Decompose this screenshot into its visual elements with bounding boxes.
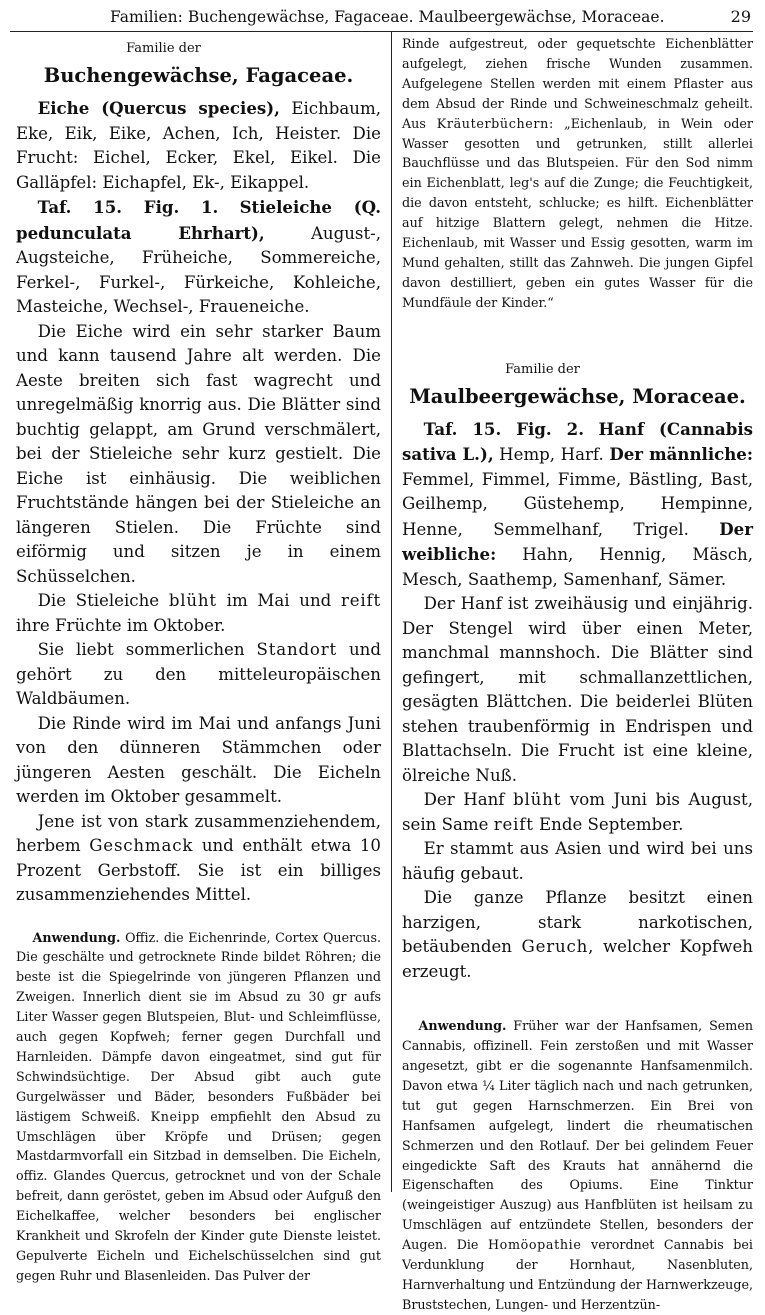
text-run: und gehört zu den mitteleuropäischen Waldbäumen. bbox=[16, 640, 381, 708]
spaced-term: blüht bbox=[513, 790, 562, 810]
family-title-fagaceae: Buchengewächse, Fagaceae. bbox=[43, 64, 354, 87]
female-label: Der weibliche: bbox=[402, 518, 753, 565]
species-name: Hanf (Cannabis sativa L.), bbox=[402, 418, 753, 465]
spacer bbox=[402, 984, 753, 1016]
spacer bbox=[402, 313, 753, 361]
paragraph-description: Die Eiche wird ein sehr starker Baum und kann tausend Jahre alt werden. Die Aeste breiten sich fast wagrecht und unregelmäßig knorrig aus. Die Blätter sind buchtig gelappt, am Grund verschmälert, bei der Stieleiche sehr kurz gestielt. Die Eiche ist einhäusig. Die weiblichen Fruchtstände hängen bei der Stieleiche an längeren Stielen. Die Früchte sind eiförmig und sitzen je in einem Schüsselchen. bbox=[16, 321, 381, 586]
paragraph-continuation bbox=[402, 34, 753, 313]
text-run: vom Juni bis August, sein Same bbox=[402, 790, 753, 834]
text-run: , welcher Kopfweh erzeugt. bbox=[402, 937, 753, 981]
entry-hanf bbox=[402, 417, 753, 593]
text-run: Offiz. die Eichenrinde, Cortex Quercus. Die geschälte und getrocknete Rinde bildet Röhren; die beste ist die Spiegelrinde von jüngeren Pflanzen und Zweigen. Innerlich dient sie im Absud zu 30 gr aufs Liter Wasser gegen Blutspeien, Blut- und Schleimflüsse, auch gegen Kopfweh; ferner gegen Durchfall und Harnleiden. Dämpfe davon eingeatmet, sind gut für Schwindsüchtige. Der Absud gibt auch gute Gurgelwässer und Bäder, besonders Fußbäder bei lästigem Schweiß. bbox=[16, 929, 381, 1124]
plate-ref: Taf. 15. Fig. 2. bbox=[423, 418, 584, 439]
paragraph-taste bbox=[16, 810, 381, 908]
spaced-term: Kneipp bbox=[150, 1108, 200, 1124]
species-name: Stieleiche (Q. pedunculata Ehrhart), bbox=[16, 197, 381, 243]
family-title-moraceae: Maulbeergewächse, Moraceae. bbox=[409, 384, 746, 408]
page-number: 29 bbox=[730, 7, 751, 26]
paragraph-smell bbox=[402, 886, 753, 984]
text-run: Der Hanf bbox=[423, 790, 505, 810]
paragraph-harvest: Die Rinde wird im Mai und anfangs Juni von den dünneren Stämmchen oder jüngeren Aesten geschält. Die Eicheln werden im Oktober gesammelt. bbox=[16, 713, 381, 806]
spacer bbox=[16, 908, 381, 928]
text-run: Hemp, Harf. bbox=[499, 445, 604, 465]
paragraph-flowering bbox=[16, 589, 381, 638]
family-label-fagaceae: Familie der bbox=[126, 41, 201, 56]
text-run: Die ganze Pflanze besitzt einen harzigen, stark narkotischen, betäubenden bbox=[402, 888, 753, 957]
paragraph-application bbox=[402, 1016, 753, 1315]
header-title: Familien: Buchengewächse, Fagaceae. Maulbeergewächse, Moraceae. bbox=[110, 8, 665, 26]
use-label: Anwendung. bbox=[32, 929, 121, 945]
text-run: : „Eichenlaub, in Wein oder Wasser gesotten und getrunken, stillt allerlei Bauchflüsse und das Blutspeien. Für den Sod nimm ein Eichenblatt, leg's auf die Zunge; die Feuchtigkeit, die davon entsteht, schlucke; es hilft. Eichenblätter auf hitzige Blattern gelegt, nehmen die Hitze. Eichenlaub, mit Wasser und Essig gesotten, warm im Mund gehalten, stillt das Zahnweh. Die jungen Gipfel davon destilliert, geben ein gutes Wasser für die Mundfäule der Kinder.“ bbox=[402, 115, 753, 310]
text-run: und enthält etwa 10 Prozent Gerbstoff. Sie ist ein billiges zusammenziehendes Mittel. bbox=[16, 836, 381, 904]
paragraph-flowering bbox=[402, 788, 753, 837]
columns bbox=[10, 32, 753, 1312]
text-run: Sie liebt sommerlichen bbox=[37, 640, 245, 659]
running-header bbox=[10, 6, 753, 32]
left-column bbox=[10, 32, 392, 1283]
use-label: Anwendung. bbox=[418, 1018, 507, 1034]
paragraph-application bbox=[16, 928, 381, 1286]
paragraph-origin: Er stammt aus Asien und wird bei uns häufig gebaut. bbox=[402, 839, 753, 883]
text-run: empfiehlt den Absud zu Umschlägen über Kröpfe und Drüsen; gegen Mastdarmvorfall ein Sitzbad in demselben. Die Eicheln, offiz. Glandes Quercus, getrocknet und von der Schale befreit, dann geröstet, geben im Absud oder Aufguß den Eichelkaffee, welcher besonders bei englischer Krankheit und Skrofeln der Kinder gute Dienste leistet. Gepulverte Eicheln und Eichelschüsselchen sind gut gegen Ruhr und Blasenleiden. Das Pulver der bbox=[16, 1108, 381, 1283]
spaced-term: Homöopathie bbox=[487, 1237, 582, 1253]
male-names: Femmel, Fimmel, Fimme, Bästling, Bast, Geilhemp, Güstehemp, Hempinne, Henne, Semmelhanf, Trigel. bbox=[402, 469, 753, 539]
spaced-term: Standort bbox=[256, 640, 338, 659]
text-run: Die Stieleiche bbox=[37, 591, 160, 610]
male-label: Der männliche: bbox=[609, 444, 753, 465]
spaced-term: Geruch bbox=[521, 937, 589, 957]
spaced-term: reift bbox=[493, 814, 534, 834]
species-synonyms: August-, Augsteiche, Früheiche, Sommereiche, Ferkel-, Furkel-, Fürkeiche, Kohleiche, Masteiche, Wechsel-, Fraueneiche. bbox=[16, 223, 381, 316]
female-names: Hahn, Hennig, Mäsch, Mesch, Saathemp, Samenhanf, Sämer. bbox=[402, 545, 753, 589]
entry-eiche bbox=[16, 96, 381, 195]
plate-ref: Taf. 15. Fig. 1. bbox=[37, 197, 219, 217]
spaced-term: blüht bbox=[168, 591, 217, 610]
text-run: im Mai und bbox=[226, 591, 332, 610]
text-run: Rinde aufgestreut, oder gequetschte Eichenblätter aufgelegt, ziehen frische Wunden zusammen. Aufgelegene Stellen werden mit einem Pflaster aus dem Absud der Rinde und Schweineschmalz geheilt. Aus bbox=[402, 36, 753, 131]
spaced-term: reift bbox=[340, 591, 381, 610]
entry-intro: Eichbaum, Eke, Eik, Eike, Achen, Ich, Heister. Die Frucht: Eichel, Ecker, Ekel, Eikel. Die Galläpfel: Eichapfel, Ek-, Eikappel. bbox=[16, 99, 381, 192]
entry-name: Eiche (Quercus species), bbox=[37, 98, 280, 118]
spaced-term: Kräuterbüchern bbox=[436, 115, 549, 131]
text-run: verordnet Cannabis bei Verdunklung der Hornhaut, Nasenbluten, Harnverhaltung und Entzündung der Harnwerkzeuge, Bruststechen, Lungen- und Herzentzün- bbox=[402, 1237, 753, 1312]
text-run: Ende September. bbox=[539, 814, 684, 834]
text-run: ihre Früchte im Oktober. bbox=[16, 615, 226, 635]
text-run: Jene ist von stark zusammenziehendem, herbem bbox=[16, 811, 381, 855]
spaced-term: Geschmack bbox=[89, 836, 194, 855]
paragraph-habitat bbox=[16, 638, 381, 712]
paragraph-description: Der Hanf ist zweihäusig und einjährig. Der Stengel wird über einen Meter, manchmal mannshoch. Die Blätter sind gefingert, mit schmallanzettlichen, gesägten Blättchen. Die beiderlei Blüten stehen traubenförmig in Endrispen und Blattachseln. Die Frucht ist eine kleine, ölreiche Nuß. bbox=[402, 594, 753, 785]
text-run: Früher war der Hanfsamen, Semen Cannabis, offizinell. Fein zerstoßen und mit Wasser angesetzt, gibt er die sogenannte Hanfsamenmilch. Davon etwa ¼ Liter täglich nach und nach getrunken, tut gut gegen Harnschmerzen. Ein Brei von Hanfsamen aufgelegt, lindert die rheumatischen Schmerzen und den Rotlauf. Der bei gelindem Feuer eingedickte Saft des Krauts hat annähernd die Eigenschaften des Opiums. Eine Tinktur (weingeistiger Auszug) aus Hanfblüten ist heilsam zu Umschlägen auf entzündete Stellen, besonders der Augen. Die bbox=[402, 1018, 753, 1253]
entry-stieleiche bbox=[16, 195, 381, 320]
right-column bbox=[392, 32, 753, 1312]
family-label-moraceae: Familie der bbox=[505, 361, 580, 377]
